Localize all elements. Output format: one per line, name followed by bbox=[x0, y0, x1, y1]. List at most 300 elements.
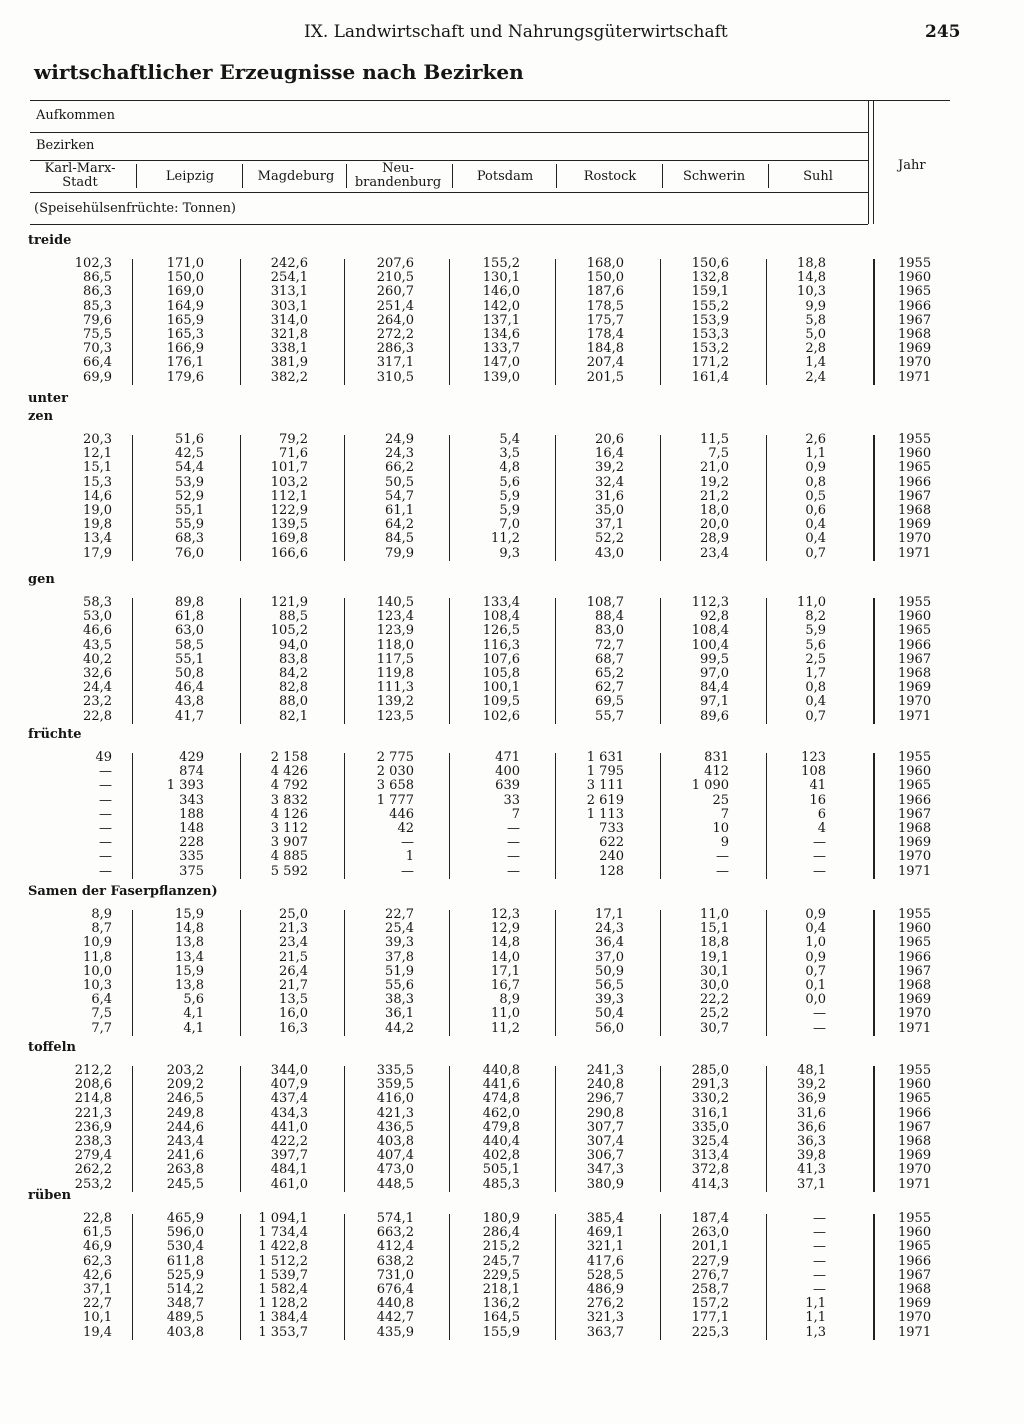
table-cell: 22,7 bbox=[385, 907, 414, 922]
table-cell: 229,5 bbox=[482, 1267, 520, 1283]
table-cell: 19,0 bbox=[83, 503, 112, 518]
table-cell: 1 353,7 bbox=[258, 1324, 308, 1340]
table-cell: 55,1 bbox=[175, 503, 204, 518]
table-cell: 16,0 bbox=[279, 1006, 308, 1022]
table-cell: 85,3 bbox=[83, 298, 112, 314]
table-cell: 123,5 bbox=[376, 708, 414, 724]
table-cell: 242,6 bbox=[270, 256, 308, 271]
table-cell: 178,5 bbox=[586, 298, 624, 314]
table-cell: 133,7 bbox=[482, 341, 520, 357]
table-cell: 414,3 bbox=[691, 1176, 729, 1192]
table-cell: 53,9 bbox=[175, 474, 204, 490]
bezirken-label: Bezirken bbox=[36, 138, 95, 153]
table-cell: 344,0 bbox=[270, 1063, 308, 1078]
table-cell: 31,6 bbox=[797, 1105, 826, 1121]
table-cell: 39,3 bbox=[385, 935, 414, 951]
table-cell: 1 384,4 bbox=[258, 1310, 308, 1326]
table-cell: 10,3 bbox=[797, 284, 826, 300]
table-cell: 214,8 bbox=[74, 1091, 112, 1107]
table-cell: 221,3 bbox=[74, 1105, 112, 1121]
table-cell: 39,2 bbox=[797, 1077, 826, 1093]
section-label: toffeln bbox=[28, 1040, 77, 1055]
table-cell: 0,0 bbox=[805, 992, 826, 1008]
table-cell: 12,1 bbox=[83, 446, 112, 462]
table-cell: 72,7 bbox=[595, 637, 624, 653]
table-cell: 109,5 bbox=[482, 694, 520, 710]
table-cell: 3,5 bbox=[499, 446, 520, 462]
year-cell: 1968 bbox=[898, 821, 932, 836]
table-cell: 79,6 bbox=[83, 312, 112, 328]
table-cell: 0,1 bbox=[805, 978, 826, 993]
table-cell: 343 bbox=[179, 792, 204, 808]
table-cell: 56,0 bbox=[595, 1020, 624, 1036]
table-cell: 0,4 bbox=[805, 694, 826, 710]
column-separator bbox=[873, 1066, 875, 1192]
table-cell: — bbox=[813, 863, 826, 879]
table-cell: 21,5 bbox=[279, 949, 308, 965]
table-cell: 42,6 bbox=[83, 1267, 112, 1283]
table-cell: 20,0 bbox=[700, 517, 729, 533]
table-cell: 25,0 bbox=[279, 907, 308, 922]
table-cell: 53,0 bbox=[83, 609, 112, 625]
table-cell: 3 907 bbox=[270, 835, 308, 851]
year-cell: 1960 bbox=[898, 1077, 932, 1093]
table-cell: 58,5 bbox=[175, 637, 204, 653]
table-cell: 485,3 bbox=[482, 1176, 520, 1192]
year-cell: 1970 bbox=[898, 531, 932, 547]
table-cell: 139,2 bbox=[376, 694, 414, 710]
table-cell: 166,6 bbox=[270, 545, 308, 561]
column-heading-line: Leipzig bbox=[165, 169, 215, 184]
table-cell: — bbox=[507, 821, 520, 836]
table-cell: 209,2 bbox=[166, 1077, 204, 1093]
table-cell: 42,5 bbox=[175, 446, 204, 462]
table-cell: 94,0 bbox=[279, 637, 308, 653]
year-cell: 1967 bbox=[898, 1267, 932, 1283]
table-cell: 7 bbox=[720, 806, 729, 822]
table-cell: 123,4 bbox=[376, 609, 414, 625]
section-label: rüben bbox=[28, 1188, 72, 1203]
table-cell: 471 bbox=[495, 750, 520, 765]
table-cell: 258,7 bbox=[691, 1282, 729, 1297]
table-cell: 403,8 bbox=[376, 1134, 414, 1149]
year-cell: 1968 bbox=[898, 1134, 932, 1149]
table-cell: 46,4 bbox=[175, 680, 204, 696]
table-cell: 97,0 bbox=[700, 666, 729, 681]
column-heading-separator bbox=[136, 164, 137, 188]
table-cell: 28,9 bbox=[700, 531, 729, 547]
table-cell: 55,6 bbox=[385, 978, 414, 993]
table-cell: 314,0 bbox=[270, 312, 308, 328]
table-cell: 66,4 bbox=[83, 355, 112, 371]
year-cell: 1960 bbox=[898, 609, 932, 625]
column-heading-line: Stadt bbox=[62, 175, 98, 190]
table-cell: 22,8 bbox=[83, 708, 112, 724]
year-cell: 1969 bbox=[898, 992, 932, 1008]
table-cell: 86,3 bbox=[83, 284, 112, 300]
table-cell: 238,3 bbox=[74, 1134, 112, 1149]
table-cell: 88,5 bbox=[279, 609, 308, 625]
column-heading-separator bbox=[346, 164, 347, 188]
table-cell: 155,9 bbox=[482, 1324, 520, 1340]
table-cell: 0,9 bbox=[805, 460, 826, 476]
table-cell: 530,4 bbox=[166, 1239, 204, 1255]
table-cell: 1 582,4 bbox=[258, 1282, 308, 1297]
table-cell: 212,2 bbox=[74, 1063, 112, 1078]
table-cell: 21,3 bbox=[279, 921, 308, 937]
table-cell: 11,0 bbox=[491, 1006, 520, 1022]
table-cell: 321,1 bbox=[586, 1239, 624, 1255]
table-cell: 76,0 bbox=[175, 545, 204, 561]
table-cell: 102,6 bbox=[482, 708, 520, 724]
table-cell: 525,9 bbox=[166, 1267, 204, 1283]
table-cell: — bbox=[401, 863, 414, 879]
table-cell: 1 128,2 bbox=[258, 1296, 308, 1312]
table-cell: 68,3 bbox=[175, 531, 204, 547]
year-cell: 1970 bbox=[898, 1006, 932, 1022]
table-cell: 25,4 bbox=[385, 921, 414, 937]
year-cell: 1970 bbox=[898, 1162, 932, 1178]
table-cell: — bbox=[813, 835, 826, 851]
table-cell: 49 bbox=[95, 750, 112, 765]
year-cell: 1969 bbox=[898, 835, 932, 851]
year-cell: 1969 bbox=[898, 1296, 932, 1312]
table-cell: 0,8 bbox=[805, 680, 826, 696]
table-cell: 479,8 bbox=[482, 1119, 520, 1135]
table-cell: 17,1 bbox=[595, 907, 624, 922]
table-cell: 128 bbox=[599, 863, 624, 879]
table-cell: 36,1 bbox=[385, 1006, 414, 1022]
table-cell: 8,7 bbox=[91, 921, 112, 937]
table-cell: 10,1 bbox=[83, 1310, 112, 1326]
column-heading-line: Magdeburg bbox=[257, 169, 335, 184]
table-cell: 574,1 bbox=[376, 1211, 414, 1226]
year-cell: 1966 bbox=[898, 792, 932, 808]
table-cell: 15,1 bbox=[83, 460, 112, 476]
table-cell: 1 795 bbox=[586, 764, 624, 780]
table-cell: 79,9 bbox=[385, 545, 414, 561]
table-cell: 97,1 bbox=[700, 694, 729, 710]
table-cell: 30,7 bbox=[700, 1020, 729, 1036]
header-rule-4 bbox=[30, 224, 868, 225]
table-cell: 19,8 bbox=[83, 517, 112, 533]
table-cell: — bbox=[507, 849, 520, 865]
year-cell: 1970 bbox=[898, 1310, 932, 1326]
table-cell: 43,8 bbox=[175, 694, 204, 710]
table-cell: 422,2 bbox=[270, 1134, 308, 1149]
table-cell: 169,0 bbox=[166, 284, 204, 300]
table-cell: 23,4 bbox=[700, 545, 729, 561]
year-cell: 1970 bbox=[898, 694, 932, 710]
table-cell: 240 bbox=[599, 849, 624, 865]
table-cell: 84,2 bbox=[279, 666, 308, 681]
table-cell: — bbox=[99, 835, 112, 851]
table-cell: 4 792 bbox=[270, 778, 308, 794]
table-cell: 112,3 bbox=[691, 595, 729, 610]
table-cell: 397,7 bbox=[270, 1148, 308, 1164]
table-cell: 15,9 bbox=[175, 963, 204, 979]
year-cell: 1955 bbox=[898, 256, 932, 271]
table-cell: 6,4 bbox=[91, 992, 112, 1008]
table-cell: 1,0 bbox=[805, 935, 826, 951]
table-cell: 4 126 bbox=[270, 806, 308, 822]
table-cell: 150,6 bbox=[691, 256, 729, 271]
table-cell: 175,7 bbox=[586, 312, 624, 328]
table-cell: — bbox=[401, 835, 414, 851]
header-right-rule bbox=[868, 100, 869, 224]
column-separator bbox=[873, 1214, 875, 1340]
table-cell: 99,5 bbox=[700, 651, 729, 667]
table-cell: 296,7 bbox=[586, 1091, 624, 1107]
table-cell: 52,9 bbox=[175, 488, 204, 504]
table-cell: 101,7 bbox=[270, 460, 308, 476]
table-cell: 89,8 bbox=[175, 595, 204, 610]
table-cell: 435,9 bbox=[376, 1324, 414, 1340]
table-cell: 9,9 bbox=[805, 298, 826, 314]
column-heading-line: Suhl bbox=[803, 169, 833, 184]
jahr-label: Jahr bbox=[898, 158, 926, 173]
year-cell: 1967 bbox=[898, 963, 932, 979]
table-cell: 16,4 bbox=[595, 446, 624, 462]
column-heading-line: Neu- bbox=[382, 161, 414, 176]
table-cell: 381,9 bbox=[270, 355, 308, 371]
section-label: treide bbox=[28, 233, 72, 248]
table-cell: 731,0 bbox=[376, 1267, 414, 1283]
table-cell: 1,1 bbox=[805, 1310, 826, 1326]
table-cell: 416,0 bbox=[376, 1091, 414, 1107]
table-cell: 44,2 bbox=[385, 1020, 414, 1036]
table-cell: 321,3 bbox=[586, 1310, 624, 1326]
column-heading-separator bbox=[768, 164, 769, 188]
table-cell: 421,3 bbox=[376, 1105, 414, 1121]
table-cell: 4,8 bbox=[499, 460, 520, 476]
table-cell: 30,0 bbox=[700, 978, 729, 993]
table-cell: 7 bbox=[511, 806, 520, 822]
table-cell: 417,6 bbox=[586, 1253, 624, 1269]
table-cell: 412,4 bbox=[376, 1239, 414, 1255]
column-heading-separator bbox=[242, 164, 243, 188]
table-cell: 24,3 bbox=[385, 446, 414, 462]
table-cell: 514,2 bbox=[166, 1282, 204, 1297]
table-cell: 171,2 bbox=[691, 355, 729, 371]
year-cell: 1967 bbox=[898, 488, 932, 504]
table-cell: 166,9 bbox=[166, 341, 204, 357]
table-cell: 484,1 bbox=[270, 1162, 308, 1178]
table-cell: 262,2 bbox=[74, 1162, 112, 1178]
table-cell: 22,2 bbox=[700, 992, 729, 1008]
table-cell: 18,8 bbox=[797, 256, 826, 271]
table-cell: 39,2 bbox=[595, 460, 624, 476]
table-cell: 486,9 bbox=[586, 1282, 624, 1297]
column-heading-separator bbox=[452, 164, 453, 188]
table-cell: 1 393 bbox=[166, 778, 204, 794]
table-cell: 286,3 bbox=[376, 341, 414, 357]
table-cell: 35,0 bbox=[595, 503, 624, 518]
table-cell: 440,8 bbox=[482, 1063, 520, 1078]
year-cell: 1955 bbox=[898, 1211, 932, 1226]
table-cell: 2 775 bbox=[376, 750, 414, 765]
table-cell: — bbox=[99, 849, 112, 865]
year-cell: 1971 bbox=[898, 1020, 932, 1036]
year-cell: 1965 bbox=[898, 1239, 932, 1255]
table-cell: 3 658 bbox=[376, 778, 414, 794]
table-cell: 264,0 bbox=[376, 312, 414, 328]
table-cell: 441,0 bbox=[270, 1119, 308, 1135]
table-cell: 13,5 bbox=[279, 992, 308, 1008]
table-cell: 133,4 bbox=[482, 595, 520, 610]
table-cell: 148 bbox=[179, 821, 204, 836]
table-cell: 5,9 bbox=[805, 623, 826, 639]
table-cell: 184,8 bbox=[586, 341, 624, 357]
table-cell: 313,4 bbox=[691, 1148, 729, 1164]
table-cell: 303,1 bbox=[270, 298, 308, 314]
table-cell: 3 111 bbox=[586, 778, 624, 794]
table-cell: 86,5 bbox=[83, 270, 112, 286]
table-cell: 64,2 bbox=[385, 517, 414, 533]
table-cell: 63,0 bbox=[175, 623, 204, 639]
table-cell: 276,2 bbox=[586, 1296, 624, 1312]
table-cell: 310,5 bbox=[376, 369, 414, 385]
table-cell: 147,0 bbox=[482, 355, 520, 371]
table-cell: 407,4 bbox=[376, 1148, 414, 1164]
table-cell: 36,9 bbox=[797, 1091, 826, 1107]
table-cell: 79,2 bbox=[279, 432, 308, 447]
table-cell: 400 bbox=[495, 764, 520, 780]
table-cell: 7,5 bbox=[91, 1006, 112, 1022]
table-cell: 137,1 bbox=[482, 312, 520, 328]
table-cell: 119,8 bbox=[376, 666, 414, 681]
column-separator bbox=[873, 435, 875, 561]
column-heading-line: brandenburg bbox=[354, 175, 442, 190]
year-cell: 1968 bbox=[898, 978, 932, 993]
table-cell: 307,4 bbox=[586, 1134, 624, 1149]
column-heading bbox=[659, 170, 769, 184]
table-cell: 2,8 bbox=[805, 341, 826, 357]
table-cell: 0,7 bbox=[805, 545, 826, 561]
section-label: unter bbox=[28, 391, 69, 406]
table-cell: 382,2 bbox=[270, 369, 308, 385]
table-cell: 153,9 bbox=[691, 312, 729, 328]
year-cell: 1967 bbox=[898, 312, 932, 328]
table-cell: 10,9 bbox=[83, 935, 112, 951]
table-cell: 622 bbox=[599, 835, 624, 851]
column-separator bbox=[873, 910, 875, 1036]
table-cell: 0,9 bbox=[805, 907, 826, 922]
column-heading-line: Rostock bbox=[583, 169, 637, 184]
year-cell: 1968 bbox=[898, 503, 932, 518]
table-cell: 31,6 bbox=[595, 488, 624, 504]
table-cell: 15,9 bbox=[175, 907, 204, 922]
column-heading-line: Karl-Marx- bbox=[44, 161, 116, 176]
table-cell: 105,2 bbox=[270, 623, 308, 639]
table-cell: 2 619 bbox=[586, 792, 624, 808]
table-cell: 69,5 bbox=[595, 694, 624, 710]
table-cell: 245,5 bbox=[166, 1176, 204, 1192]
table-cell: 9,3 bbox=[499, 545, 520, 561]
table-cell: 462,0 bbox=[482, 1105, 520, 1121]
table-cell: 676,4 bbox=[376, 1282, 414, 1297]
table-cell: 50,5 bbox=[385, 474, 414, 490]
table-cell: 5,9 bbox=[499, 488, 520, 504]
table-cell: 0,4 bbox=[805, 531, 826, 547]
table-cell: 43,0 bbox=[595, 545, 624, 561]
table-cell: 263,8 bbox=[166, 1162, 204, 1178]
table-cell: 210,5 bbox=[376, 270, 414, 286]
table-cell: 441,6 bbox=[482, 1077, 520, 1093]
table-cell: 37,1 bbox=[797, 1176, 826, 1192]
year-cell: 1966 bbox=[898, 1105, 932, 1121]
table-cell: 39,3 bbox=[595, 992, 624, 1008]
year-cell: 1965 bbox=[898, 284, 932, 300]
table-cell: 489,5 bbox=[166, 1310, 204, 1326]
year-cell: 1969 bbox=[898, 680, 932, 696]
table-cell: 100,1 bbox=[482, 680, 520, 696]
table-cell: 279,4 bbox=[74, 1148, 112, 1164]
table-cell: 187,6 bbox=[586, 284, 624, 300]
table-cell: 372,8 bbox=[691, 1162, 729, 1178]
table-cell: 3 832 bbox=[270, 792, 308, 808]
table-cell: 203,2 bbox=[166, 1063, 204, 1078]
table-cell: 13,8 bbox=[175, 935, 204, 951]
table-cell: 201,1 bbox=[691, 1239, 729, 1255]
table-cell: 874 bbox=[179, 764, 204, 780]
table-cell: 1 777 bbox=[376, 792, 414, 808]
table-cell: 225,3 bbox=[691, 1324, 729, 1340]
table-cell: 228 bbox=[179, 835, 204, 851]
year-cell: 1967 bbox=[898, 806, 932, 822]
table-cell: 88,0 bbox=[279, 694, 308, 710]
table-cell: 20,3 bbox=[83, 432, 112, 447]
table-cell: 469,1 bbox=[586, 1225, 624, 1241]
table-cell: 75,5 bbox=[83, 327, 112, 342]
table-cell: 22,7 bbox=[83, 1296, 112, 1312]
table-cell: 5 592 bbox=[270, 863, 308, 879]
table-cell: 207,6 bbox=[376, 256, 414, 271]
table-cell: 254,1 bbox=[270, 270, 308, 286]
table-cell: 153,3 bbox=[691, 327, 729, 342]
table-cell: 5,6 bbox=[805, 637, 826, 653]
table-cell: 241,6 bbox=[166, 1148, 204, 1164]
table-cell: 4 885 bbox=[270, 849, 308, 865]
table-cell: 159,1 bbox=[691, 284, 729, 300]
table-cell: 246,5 bbox=[166, 1091, 204, 1107]
table-cell: 164,9 bbox=[166, 298, 204, 314]
table-cell: 51,9 bbox=[385, 963, 414, 979]
year-cell: 1968 bbox=[898, 327, 932, 342]
table-cell: 108,4 bbox=[482, 609, 520, 625]
table-cell: 12,9 bbox=[491, 921, 520, 937]
table-cell: 363,7 bbox=[586, 1324, 624, 1340]
year-cell: 1968 bbox=[898, 666, 932, 681]
table-cell: 14,6 bbox=[83, 488, 112, 504]
table-cell: 82,8 bbox=[279, 680, 308, 696]
table-cell: 117,5 bbox=[376, 651, 414, 667]
table-cell: 461,0 bbox=[270, 1176, 308, 1192]
table-cell: 16 bbox=[809, 792, 826, 808]
table-cell: 23,2 bbox=[83, 694, 112, 710]
year-cell: 1966 bbox=[898, 637, 932, 653]
table-cell: 13,8 bbox=[175, 978, 204, 993]
table-cell: 84,5 bbox=[385, 531, 414, 547]
table-cell: 11,2 bbox=[491, 531, 520, 547]
table-cell: 359,5 bbox=[376, 1077, 414, 1093]
table-cell: 831 bbox=[704, 750, 729, 765]
table-cell: 0,5 bbox=[805, 488, 826, 504]
table-cell: 69,9 bbox=[83, 369, 112, 385]
table-cell: 317,1 bbox=[376, 355, 414, 371]
table-cell: 639 bbox=[495, 778, 520, 794]
table-cell: — bbox=[716, 849, 729, 865]
